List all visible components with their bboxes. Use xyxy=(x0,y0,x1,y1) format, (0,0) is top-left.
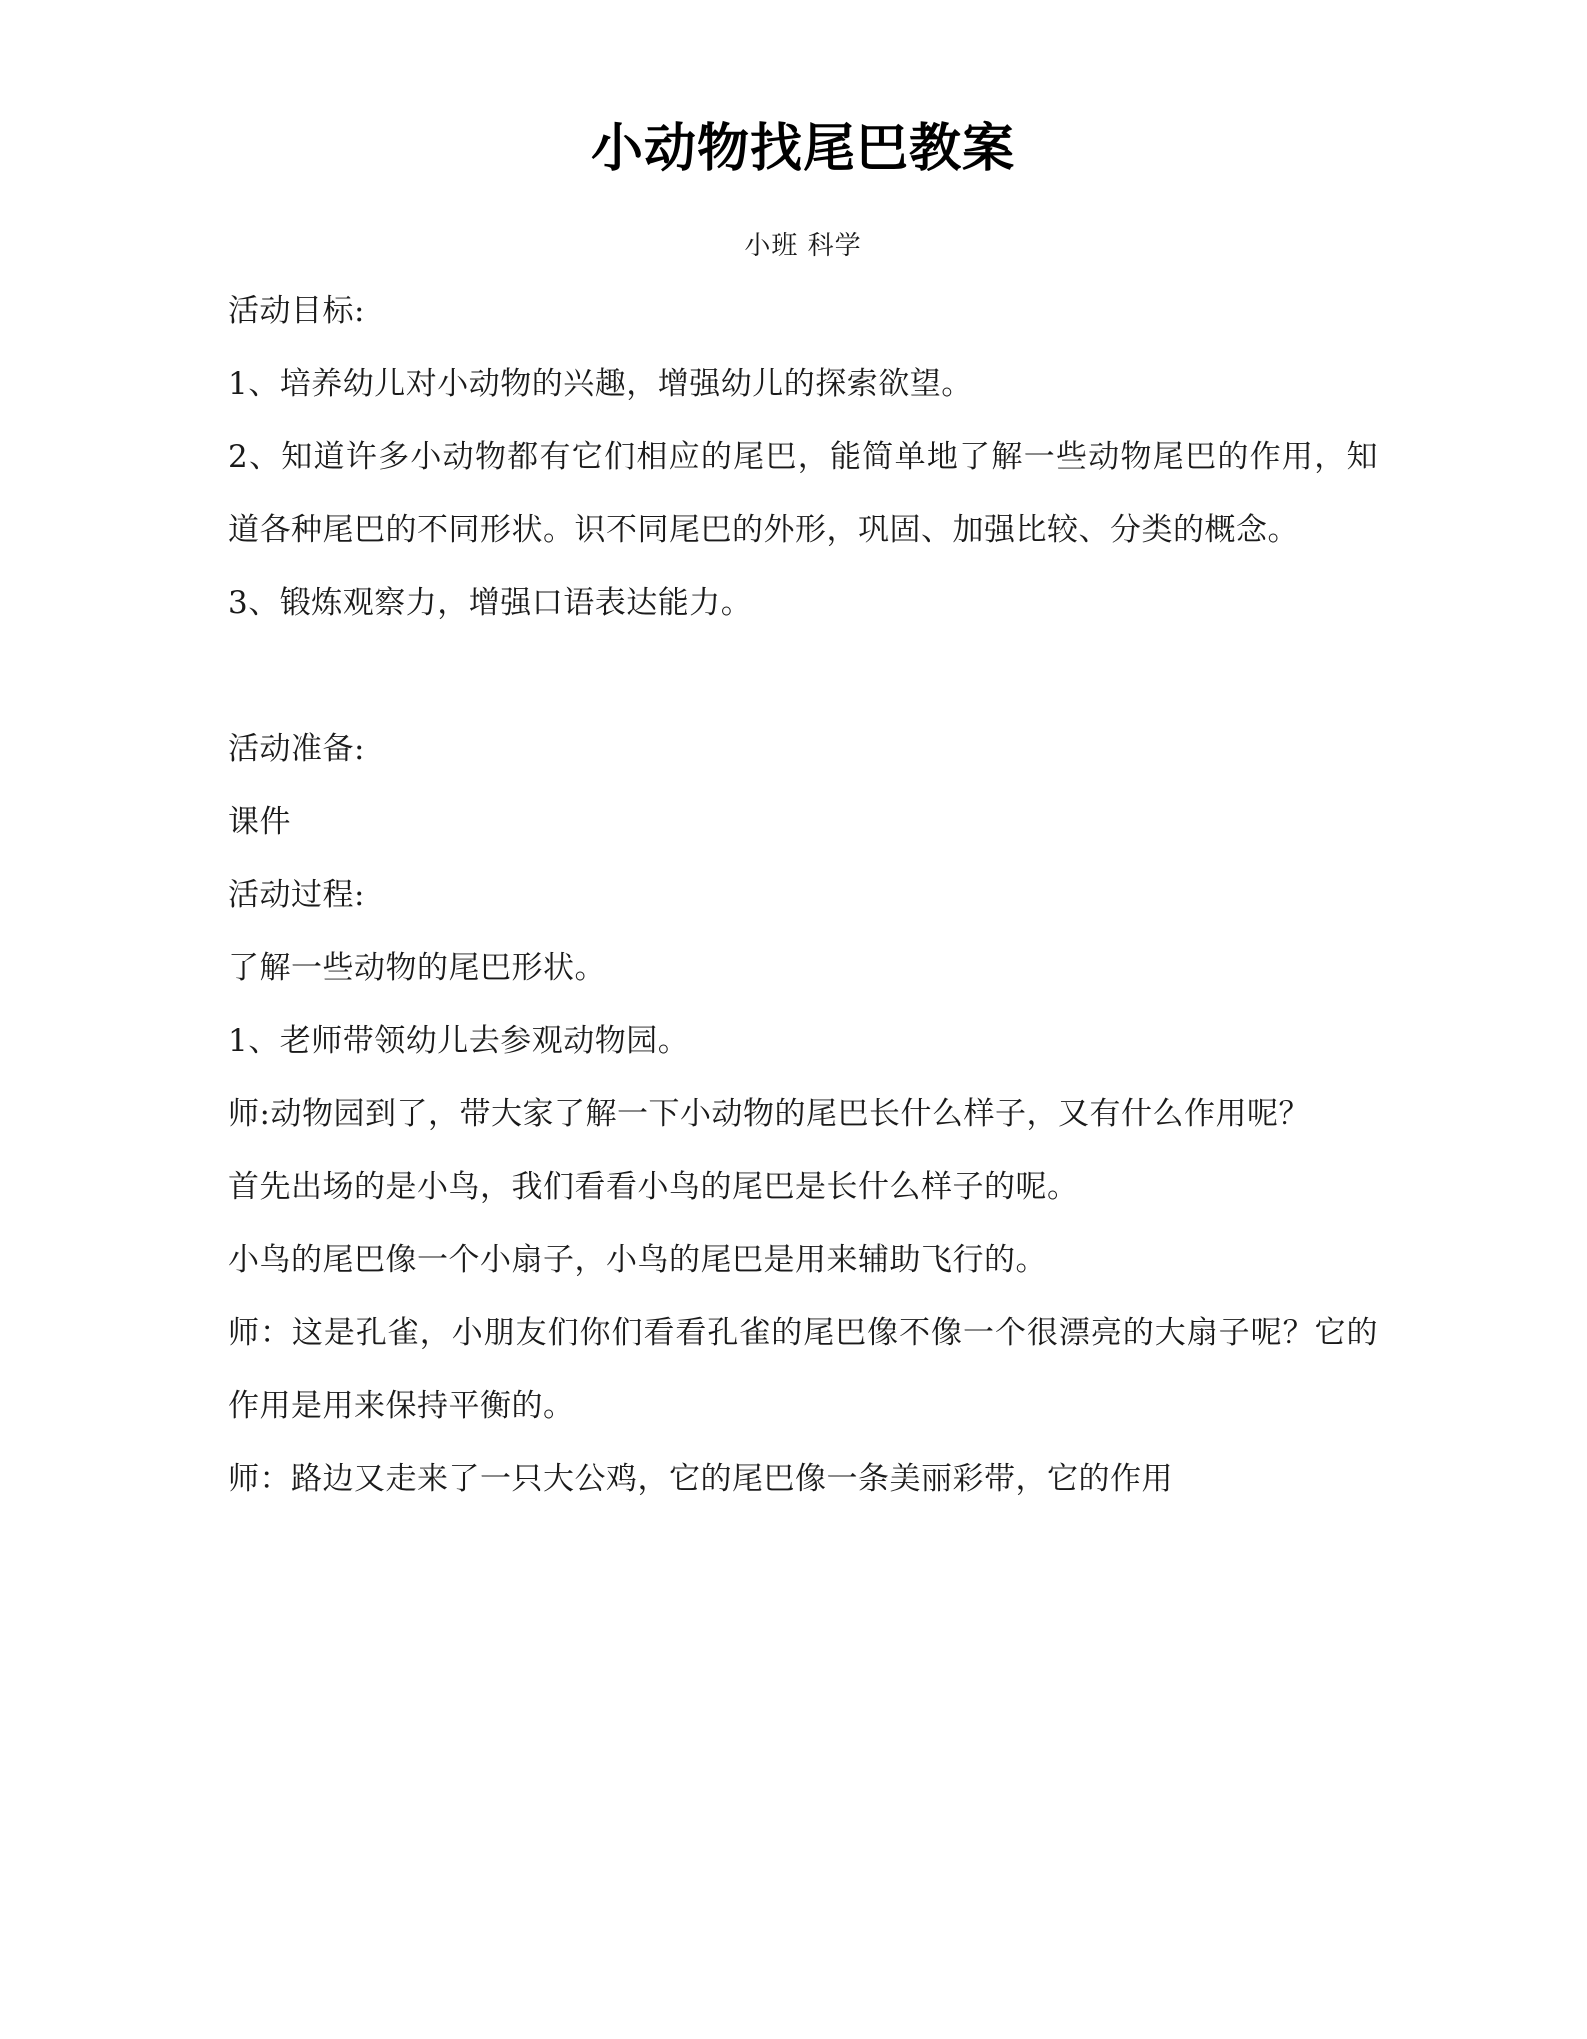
process-intro: 了解一些动物的尾巴形状。 xyxy=(228,949,606,986)
preparation-content: 课件 xyxy=(228,803,291,840)
document-subtitle: 小班 科学 xyxy=(744,231,862,262)
document-body xyxy=(228,0,1378,1516)
preparation-heading: 活动准备: xyxy=(228,730,365,767)
dialogue-line-4: 师：这是孔雀，小朋友们你们看看孔雀的尾巴像不像一个很漂亮的大扇子呢？它的作用是用来保持平衡的。 xyxy=(228,1314,1378,1424)
dialogue-line-5: 师：路边又走来了一只大公鸡，它的尾巴像一条美丽彩带，它的作用 xyxy=(228,1460,1173,1497)
dialogue-line-1: 师:动物园到了，带大家了解一下小动物的尾巴长什么样子，又有什么作用呢？ xyxy=(228,1095,1310,1132)
objective-item-1: 1、培养幼儿对小动物的兴趣，增强幼儿的探索欲望。 xyxy=(228,365,973,402)
paragraph-spacer xyxy=(228,640,1378,713)
objectives-heading: 活动目标: xyxy=(228,292,365,329)
process-heading: 活动过程: xyxy=(228,876,365,913)
process-step-1: 1、老师带领幼儿去参观动物园。 xyxy=(228,1022,690,1059)
objective-item-3: 3、锻炼观察力，增强口语表达能力。 xyxy=(228,584,753,621)
page-title: 小动物找尾巴教案 xyxy=(590,118,1015,179)
objective-item-2: 2、知道许多小动物都有它们相应的尾巴，能简单地了解一些动物尾巴的作用，知道各种尾巴的不同形状。识不同尾巴的外形，巩固、加强比较、分类的概念。 xyxy=(228,438,1378,548)
dialogue-line-3: 小鸟的尾巴像一个小扇子，小鸟的尾巴是用来辅助飞行的。 xyxy=(228,1241,1047,1278)
dialogue-line-2: 首先出场的是小鸟，我们看看小鸟的尾巴是长什么样子的呢。 xyxy=(228,1168,1079,1205)
